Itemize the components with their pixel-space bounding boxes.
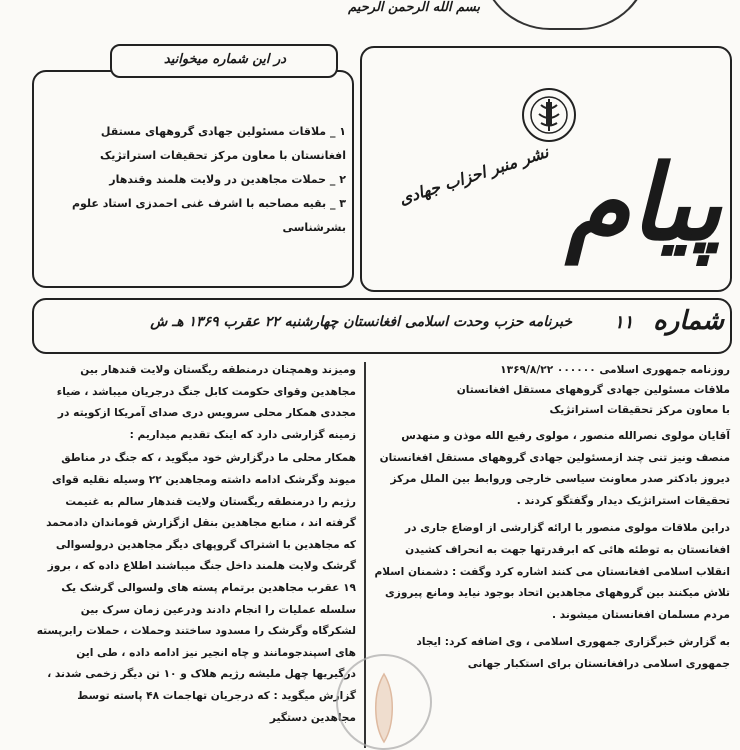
masthead-subtitle: نشر منبر احزاب جهادی [396,142,551,209]
toc-heading: در این شماره میخوانید [163,52,287,67]
masthead-box [360,46,732,292]
article-paragraph: همکار محلی ما درگزارش خود میگوید ، که جنگ در مناطق میوند وگرشک ادامه داشته ومجاهدین ۲۲ وسیله نقلیه قوای رژیم را درمنطقه ریگستان ولایت قندهار سالم به غنیمت گرفته اند ، منابع مجاهدین بنقل ازگزارش قوماندان دادمحمد که مجاهدین با اشتراک گروپهای دیگر مجاهدین درولسوالی گرشک ولایت هلمند داخل جنگ میباشند اطلاع داده که ، بروز ۱۹ عقرب مجاهدین برتمام پسته های ولسوالی گرشک یک سلسله عملیات را انجام دادند ودرعین زمان سرک بین لشکرگاه وگرشک را مسدود ساختند وحملات ، حملات رابرپسته های اسپندجومانند و چاه انجیر نیز ادامه داده ، طی این درگیریها چهل ملیشه رژیم هلاک و ۱۰ تن دیگر زخمی شدند ، گزارش میگوید : که درجریان تهاجمات ۴۸ پاسته توسط مجاهدین دستگیر [36,452,356,724]
bismillah: بسم الله الرحمن الرحيم [348,0,480,15]
issue-bar [32,298,732,354]
library-stamp [336,654,432,750]
headline-line-2: با معاون مرکز تحقیقات استراتژیک [549,404,730,416]
right-column [374,360,730,676]
toc-box [32,70,354,288]
article-paragraph: دراین ملاقات مولوی منصور با ارائه گزارشی از اوضاع جاری در افغانستان به توطئه هائی که ابرقدرتها جهت به انحراف کشیدن انقلاب اسلامی افغانستان می کنند اشاره کرد وگفت : دشمنان اسلام تلاش میکنند بین گروههای مجاهدین اتحاد بوجود نیاید ومانع پیروزی مردم مسلمان افغانستان میشوند . [374,522,730,621]
toc-item: ۲ _ حملات مجاهدین در ولایت هلمند وقندهار [109,173,346,186]
headline-line-1: ملاقات مسئولین جهادی گروههای مستقل افغانستان [456,384,730,396]
issue-line: خبرنامه حزب وحدت اسلامی افغانستان چهارشنبه ۲۲ عقرب ۱۳۶۹ هـ ش [150,314,572,330]
toc-heading-tab [110,44,338,78]
article-paragraph: آقایان مولوی نصرالله منصور ، مولوی رفیع الله موذن و منهدس منصف ونیز تنی چند ازمسئولین جهادی گروههای مستقل افغانستان دیروز بادکتر صدر معاونت سیاسی خارجی وروابط بین الملل مرکز تحقیقات استراتژیک دیدار وگفتگو کردند . [379,430,730,507]
emblem-seal-top [480,0,650,30]
left-column [34,360,356,729]
toc-list [48,120,346,240]
article-paragraph: به گزارش خبرگزاری جمهوری اسلامی ، وی اضافه کرد: ایجاد جمهوری اسلامی درافغانستان برای استکبار جهانی [416,636,730,670]
emblem-icon [522,88,576,142]
toc-item: ۱ _ ملاقات مسئولین جهادی گروههای مستقل افغانستان با معاون مرکز تحقیقات استراتژیک [100,125,346,162]
issue-number-value: ۱۱ [614,312,634,333]
masthead-title: پیام [565,141,722,264]
toc-item: ۳ _ بقیه مصاحبه با اشرف غنی احمدزی استاد علوم بشرشناسی [71,197,346,234]
dateline: روزنامه جمهوری اسلامی ۰۰۰۰۰۰ ۱۳۶۹/۸/۲۲ [500,364,730,376]
article-paragraph: ومیزند وهمچنان درمنطقه ریگستان ولایت قندهار بین مجاهدین وقوای حکومت کابل جنگ درجریان میباشد ، ضیاء مجددی همکار محلی سرویس دری صدای آمریکا ازکویته در زمینه گزارشی دارد که اینک تقدیم میداریم : [56,364,356,441]
issue-number-label: شماره [653,306,724,336]
